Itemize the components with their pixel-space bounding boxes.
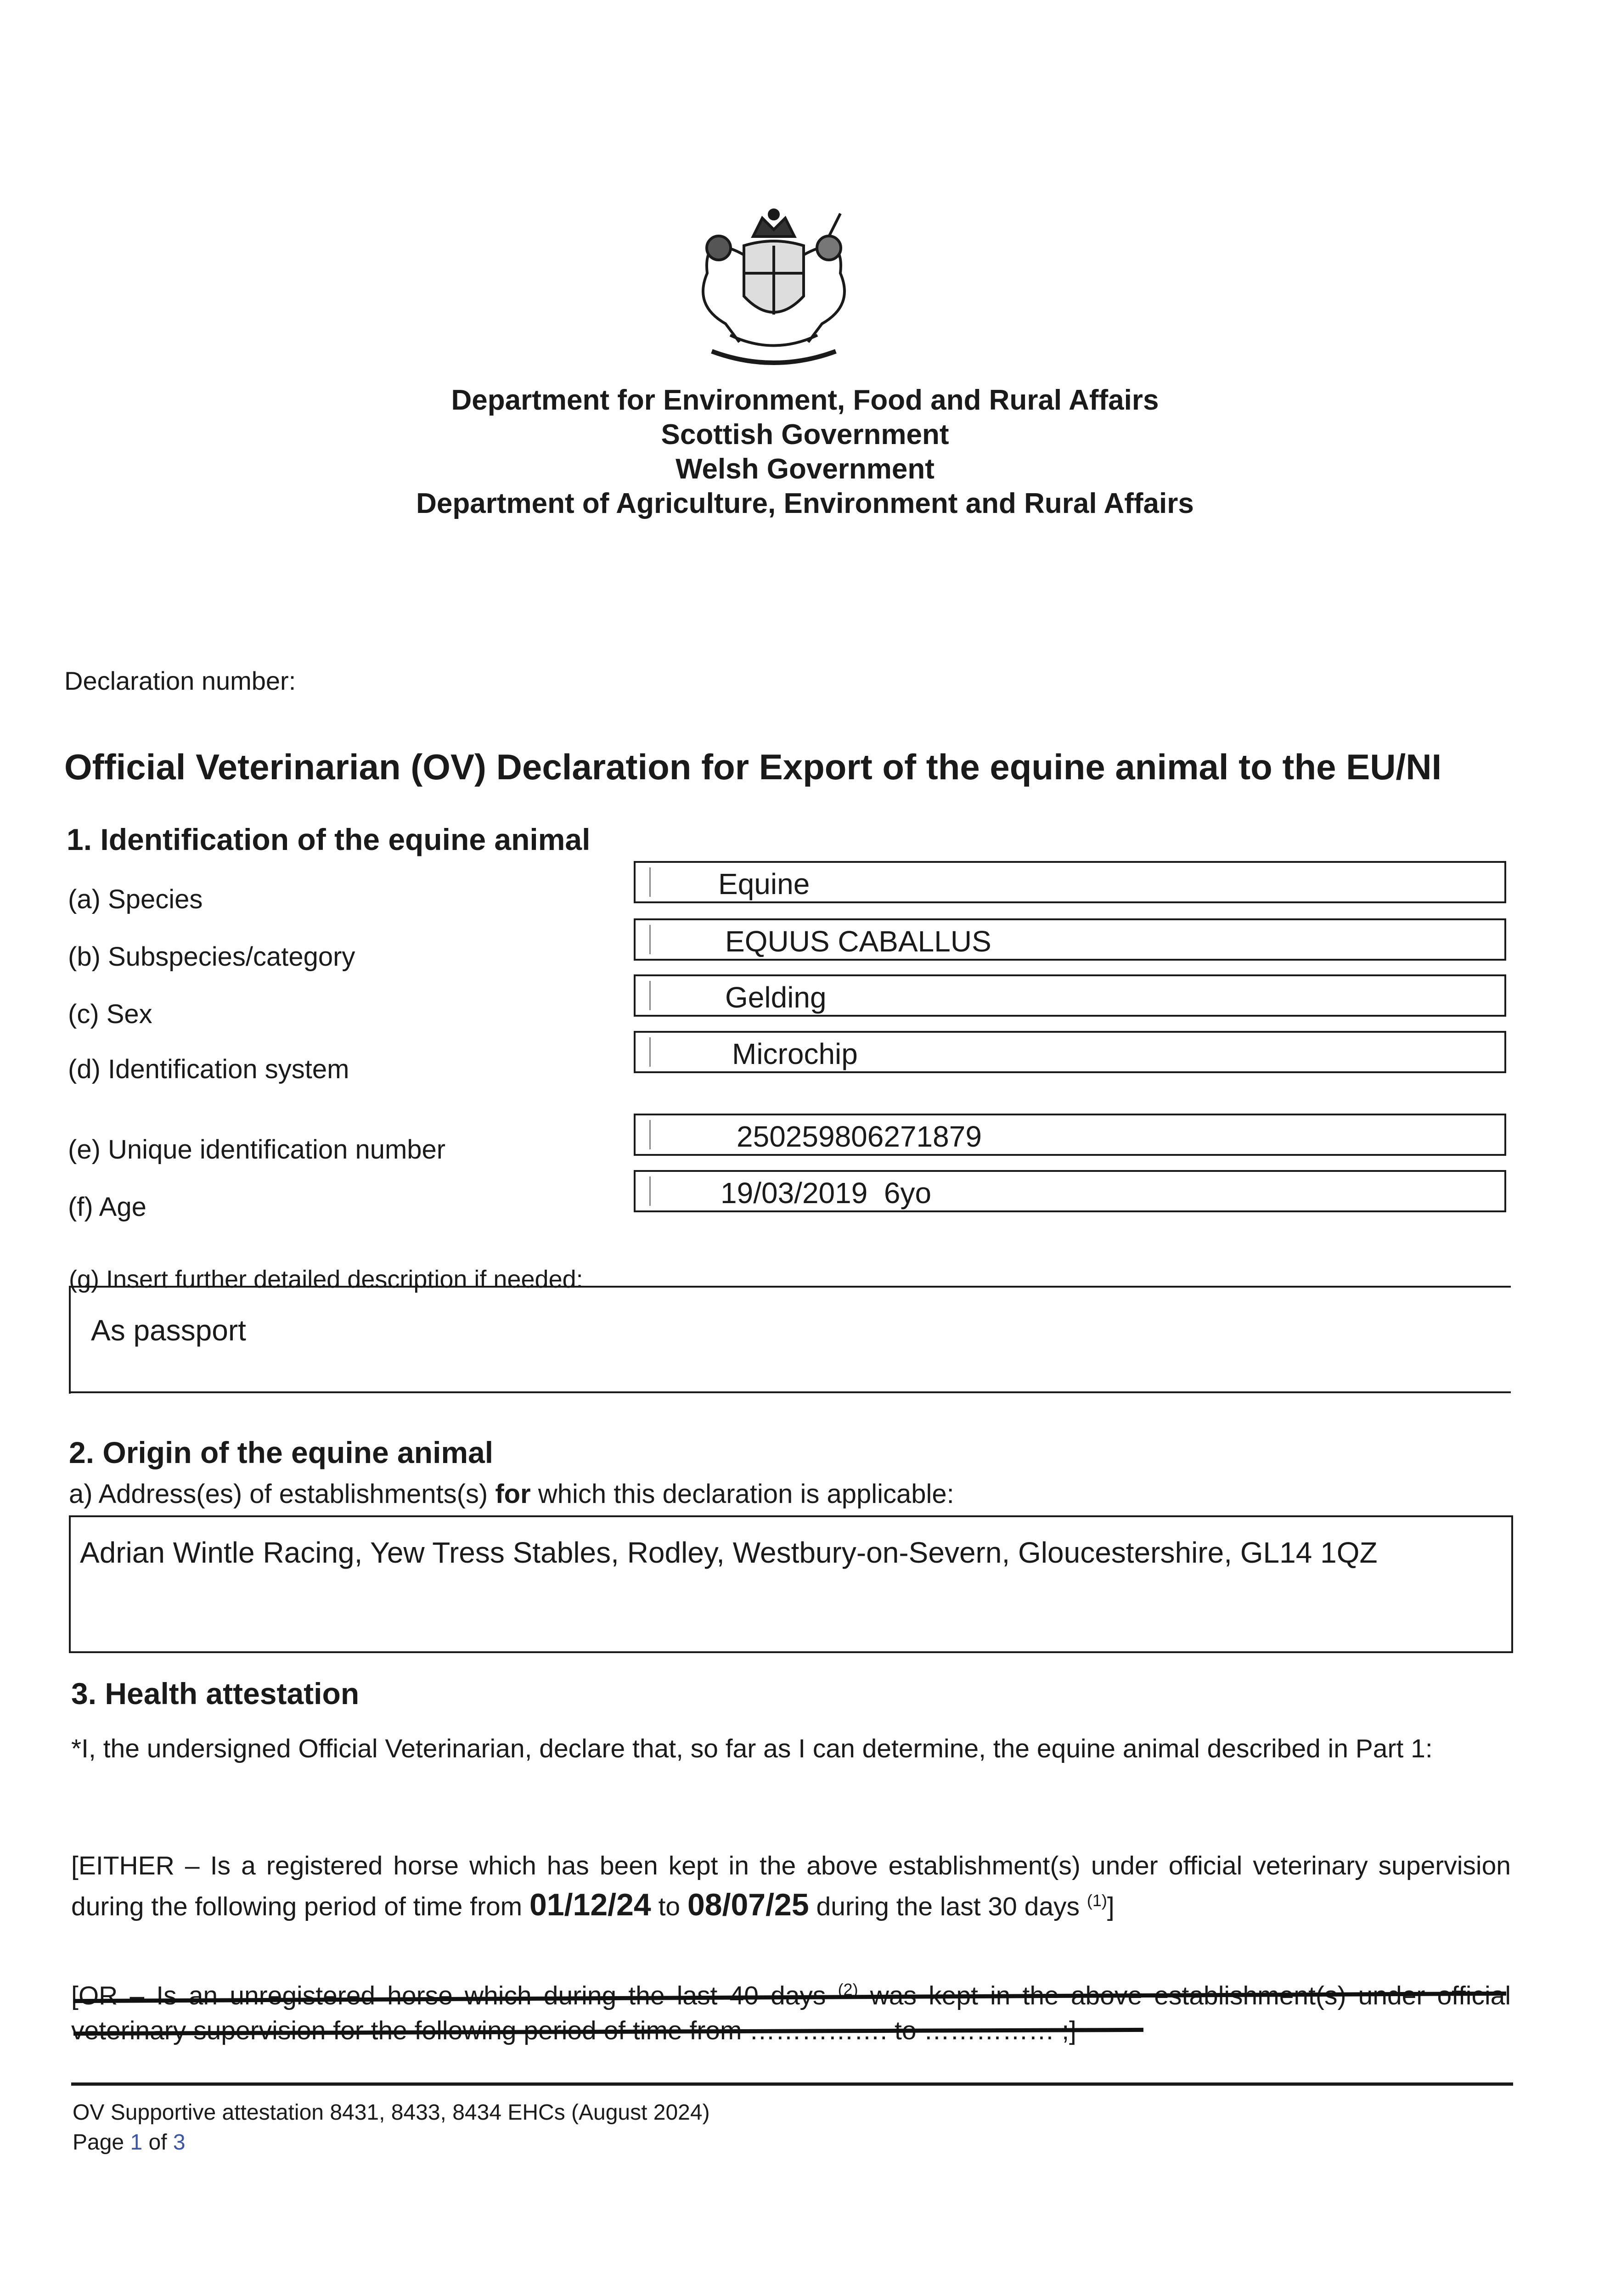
field-label-species: (a) Species: [68, 884, 203, 914]
department-name: Department for Environment, Food and Rural Affairs: [451, 384, 1159, 416]
page-title: Official Veterinarian (OV) Declaration for Export of the equine animal to the EU/NI: [64, 747, 1442, 787]
species-field: [634, 861, 1506, 903]
period-from-date: 01/12/24: [529, 1887, 651, 1922]
royal-crest-logo: [675, 204, 873, 379]
declaration-number-label: Declaration number:: [64, 666, 296, 695]
subspecies-field: [634, 918, 1506, 961]
address-box: [69, 1515, 1513, 1653]
page-number: Page 1 of 3: [73, 2130, 186, 2155]
address-value: Adrian Wintle Racing, Yew Tress Stables, Rodley, Westbury-on-Severn, Gloucestershire, GL14 1QZ: [80, 1536, 1378, 1569]
identification-system-value: Microchip: [732, 1037, 858, 1070]
sex-value: Gelding: [725, 981, 827, 1014]
identification-system-field: [634, 1031, 1506, 1073]
establishment-label: a) Address(es) of establishments(s) for which this declaration is applicable:: [69, 1479, 954, 1509]
attestation-intro: *I, the undersigned Official Veterinarian, declare that, so far as I can determine, the equine animal described in Part 1:: [71, 1734, 1433, 1763]
either-clause: [EITHER – Is a registered horse which has been kept in the above establishment(s) under official veterinary supervision during the following period of time from 01/12/24 to 08/07/25 during the last 30 days $^{(1)}$]: [71, 1851, 1511, 1922]
section2-heading: 2. Origin of the equine animal: [69, 1435, 494, 1469]
period-to-date: 08/07/25: [687, 1887, 809, 1922]
field-label-sex: (c) Sex: [68, 999, 152, 1029]
field-label-age: (f) Age: [68, 1192, 146, 1222]
department-name: Welsh Government: [676, 453, 934, 485]
footer-reference: OV Supportive attestation 8431, 8433, 8434 EHCs (August 2024): [73, 2100, 710, 2125]
unique-id-field: [634, 1114, 1506, 1156]
sex-field: [634, 974, 1506, 1017]
section3-heading: 3. Health attestation: [71, 1677, 360, 1711]
species-value: Equine: [718, 867, 810, 900]
field-label-unique-id: (e) Unique identification number: [68, 1135, 446, 1165]
age-field: [634, 1170, 1506, 1212]
field-label-identification-system: (d) Identification system: [68, 1054, 349, 1084]
description-label: (g) Insert further detailed description if needed:: [69, 1266, 583, 1293]
field-label-subspecies: (b) Subspecies/category: [68, 942, 355, 972]
subspecies-value: EQUUS CABALLUS: [725, 925, 991, 958]
age-value: 19/03/2019 6yo: [721, 1176, 932, 1210]
department-name: Department of Agriculture, Environment and Rural Affairs: [416, 488, 1194, 519]
or-clause-struck: [OR – Is an unregistered horse which during the last 40 days $^{(2)}$ was kept in the above establishment(s) under official veterinary supervision for the following period of time from ……………. to …………… ;]: [71, 1980, 1511, 2045]
description-value: As passport: [91, 1314, 246, 1347]
section1-heading: 1. Identification of the equine animal: [67, 822, 591, 856]
department-name: Scottish Government: [661, 419, 949, 450]
unique-id-value: 250259806271879: [737, 1120, 982, 1153]
